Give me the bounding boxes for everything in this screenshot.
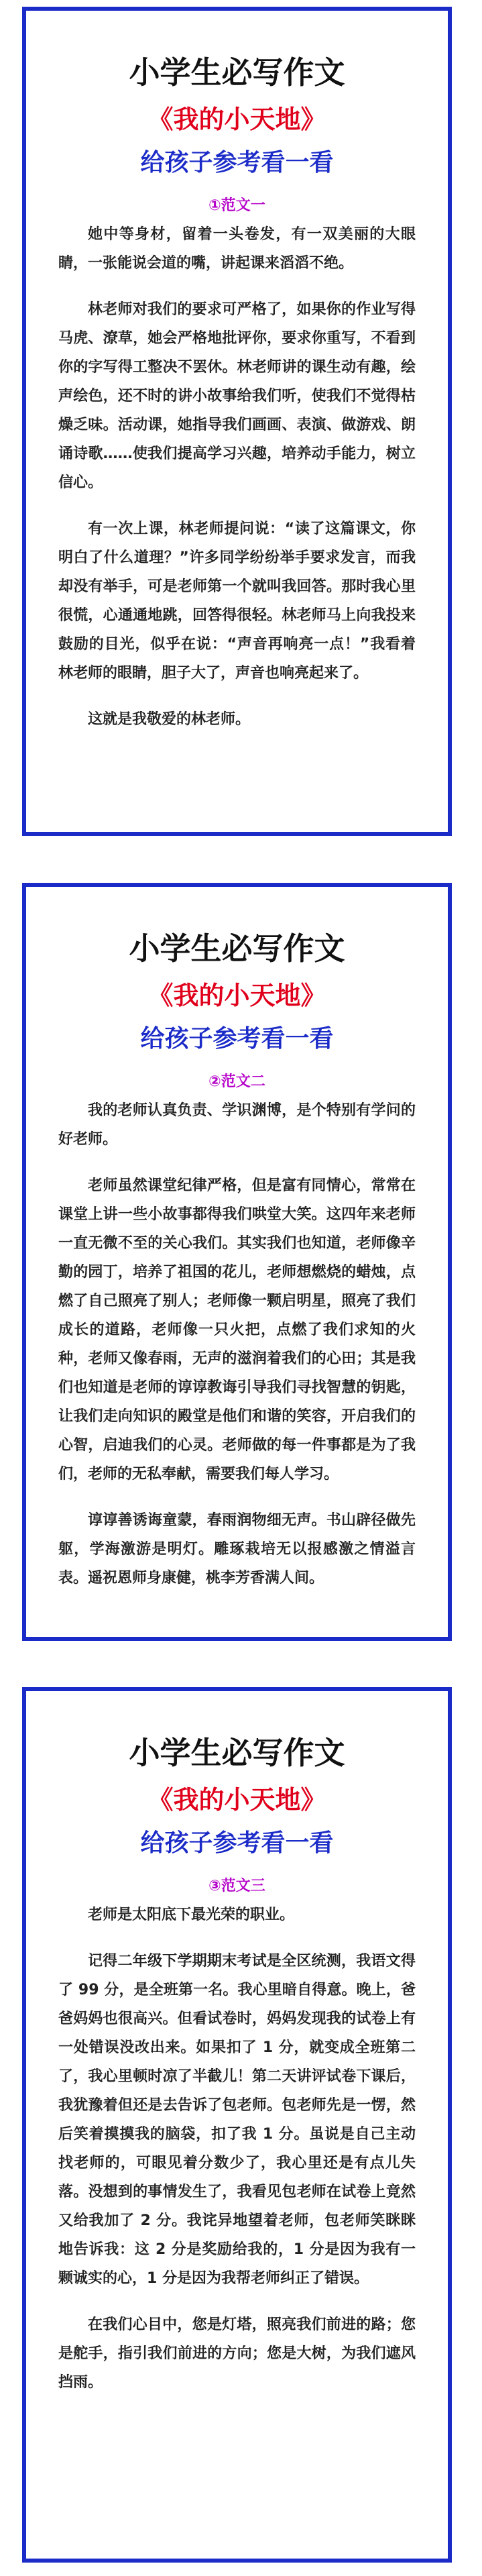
- card-tagline: 给孩子参考看一看: [140, 1829, 334, 1857]
- card-title: 小学生必写作文: [129, 54, 345, 91]
- essay-paragraph: 她中等身材，留着一头卷发，有一双美丽的大眼睛，一张能说会道的嘴，讲起课来滔滔不绝。: [58, 226, 416, 272]
- card-subtitle: 《我的小天地》: [147, 105, 326, 134]
- card-tagline: 给孩子参考看一看: [140, 149, 334, 176]
- essay-paragraph: 有一次上课，林老师提问说：“读了这篇课文，你明白了什么道理？”许多同学纷纷举手要求发言，而我却没有举手，可是老师第一个就叫我回答。那时我心里很慌，心通通地跳，回答得很轻。林老师马上向我投来鼓励的目光，似乎在说：“声音再响亮一点！”我看着林老师的眼睛，胆子大了，声音也响亮起来了。: [58, 521, 416, 682]
- card-tagline: 给孩子参考看一看: [140, 1025, 334, 1053]
- essay-paragraph: 记得二年级下学期期末考试是全区统测，我语文得了 99 分，是全班第一名。我心里暗自得意。晚上，爸爸妈妈也很高兴。但看试卷时，妈妈发现我的试卷上有一处错误没改出来。如果扣了 1 分，就变成全班第二了，我心里顿时凉了半截儿！第二天讲评试卷下课后，我犹豫着但还是去告诉了包老师。包老师先是一愣，然后笑着摸摸我的脑袋，扣了我 1 分。虽说是自己主动找老师的，可眼见着分数少了，我心里还是有点儿失落。没想到的事情发生了，我看见包老师在试卷上竟然又给我加了 2 分。我诧异地望着老师，包老师笑眯眯地告诉我：这 2 分是奖励给我的，1 分是因为我有一颗诚实的心，1 分是因为我帮老师纠正了错误。: [58, 1953, 416, 2287]
- essay-card-3: [22, 1687, 452, 2563]
- essay-label: ①范文一: [208, 197, 265, 214]
- card-subtitle: 《我的小天地》: [147, 1785, 326, 1815]
- essay-paragraph: 这就是我敬爱的林老师。: [88, 711, 251, 728]
- card-title: 小学生必写作文: [129, 1735, 345, 1771]
- essay-card-1: [22, 7, 452, 836]
- essay-paragraph: 谆谆善诱诲童蒙，春雨润物细无声。书山辟径做先躯，学海激游是明灯。雕琢栽培无以报感激之情溢言表。遥祝恩师身康健，桃李芳香满人间。: [58, 1512, 416, 1587]
- essay-label: ③范文三: [208, 1878, 265, 1894]
- essay-paragraph: 老师虽然课堂纪律严格，但是富有同情心，常常在课堂上讲一些小故事都得我们哄堂大笑。这四年来老师一直无微不至的关心我们。其实我们也知道，老师像辛勤的园丁，培养了祖国的花儿，老师想燃烧的蜡烛，点燃了自己照亮了别人；老师像一颗启明星，照亮了我们成长的道路，老师像一只火把，点燃了我们求知的火种，老师又像春雨，无声的滋润着我们的心田；其是我们也知道是老师的谆谆教诲引导我们寻找智慧的钥匙，让我们走向知识的殿堂是他们和谐的笑容，开启我们的心智，启迪我们的心灵。老师做的每一件事都是为了我们，老师的无私奉献，需要我们每人学习。: [58, 1177, 416, 1483]
- essay-paragraph: 老师是太阳底下最光荣的职业。: [88, 1907, 295, 1923]
- essay-paragraph: 林老师对我们的要求可严格了，如果你的作业写得马虎、潦草，她会严格地批评你，要求你重写，不看到你的字写得工整决不罢休。林老师讲的课生动有趣，绘声绘色，还不时的讲小故事给我们听，使我们不觉得枯燥乏味。活动课，她指导我们画画、表演、做游戏、朗诵诗歌……使我们提高学习兴趣，培养动手能力，树立信心。: [58, 301, 416, 491]
- essay-label: ②范文二: [208, 1073, 265, 1090]
- card-title: 小学生必写作文: [129, 930, 345, 967]
- card-subtitle: 《我的小天地》: [147, 981, 326, 1010]
- essay-paragraph: 在我们心目中，您是灯塔，照亮我们前进的路；您是舵手，指引我们前进的方向；您是大树，为我们遮风挡雨。: [58, 2316, 416, 2391]
- essay-paragraph: 我的老师认真负责、学识渊博，是个特别有学问的好老师。: [58, 1102, 416, 1148]
- essay-card-2: [22, 883, 452, 1641]
